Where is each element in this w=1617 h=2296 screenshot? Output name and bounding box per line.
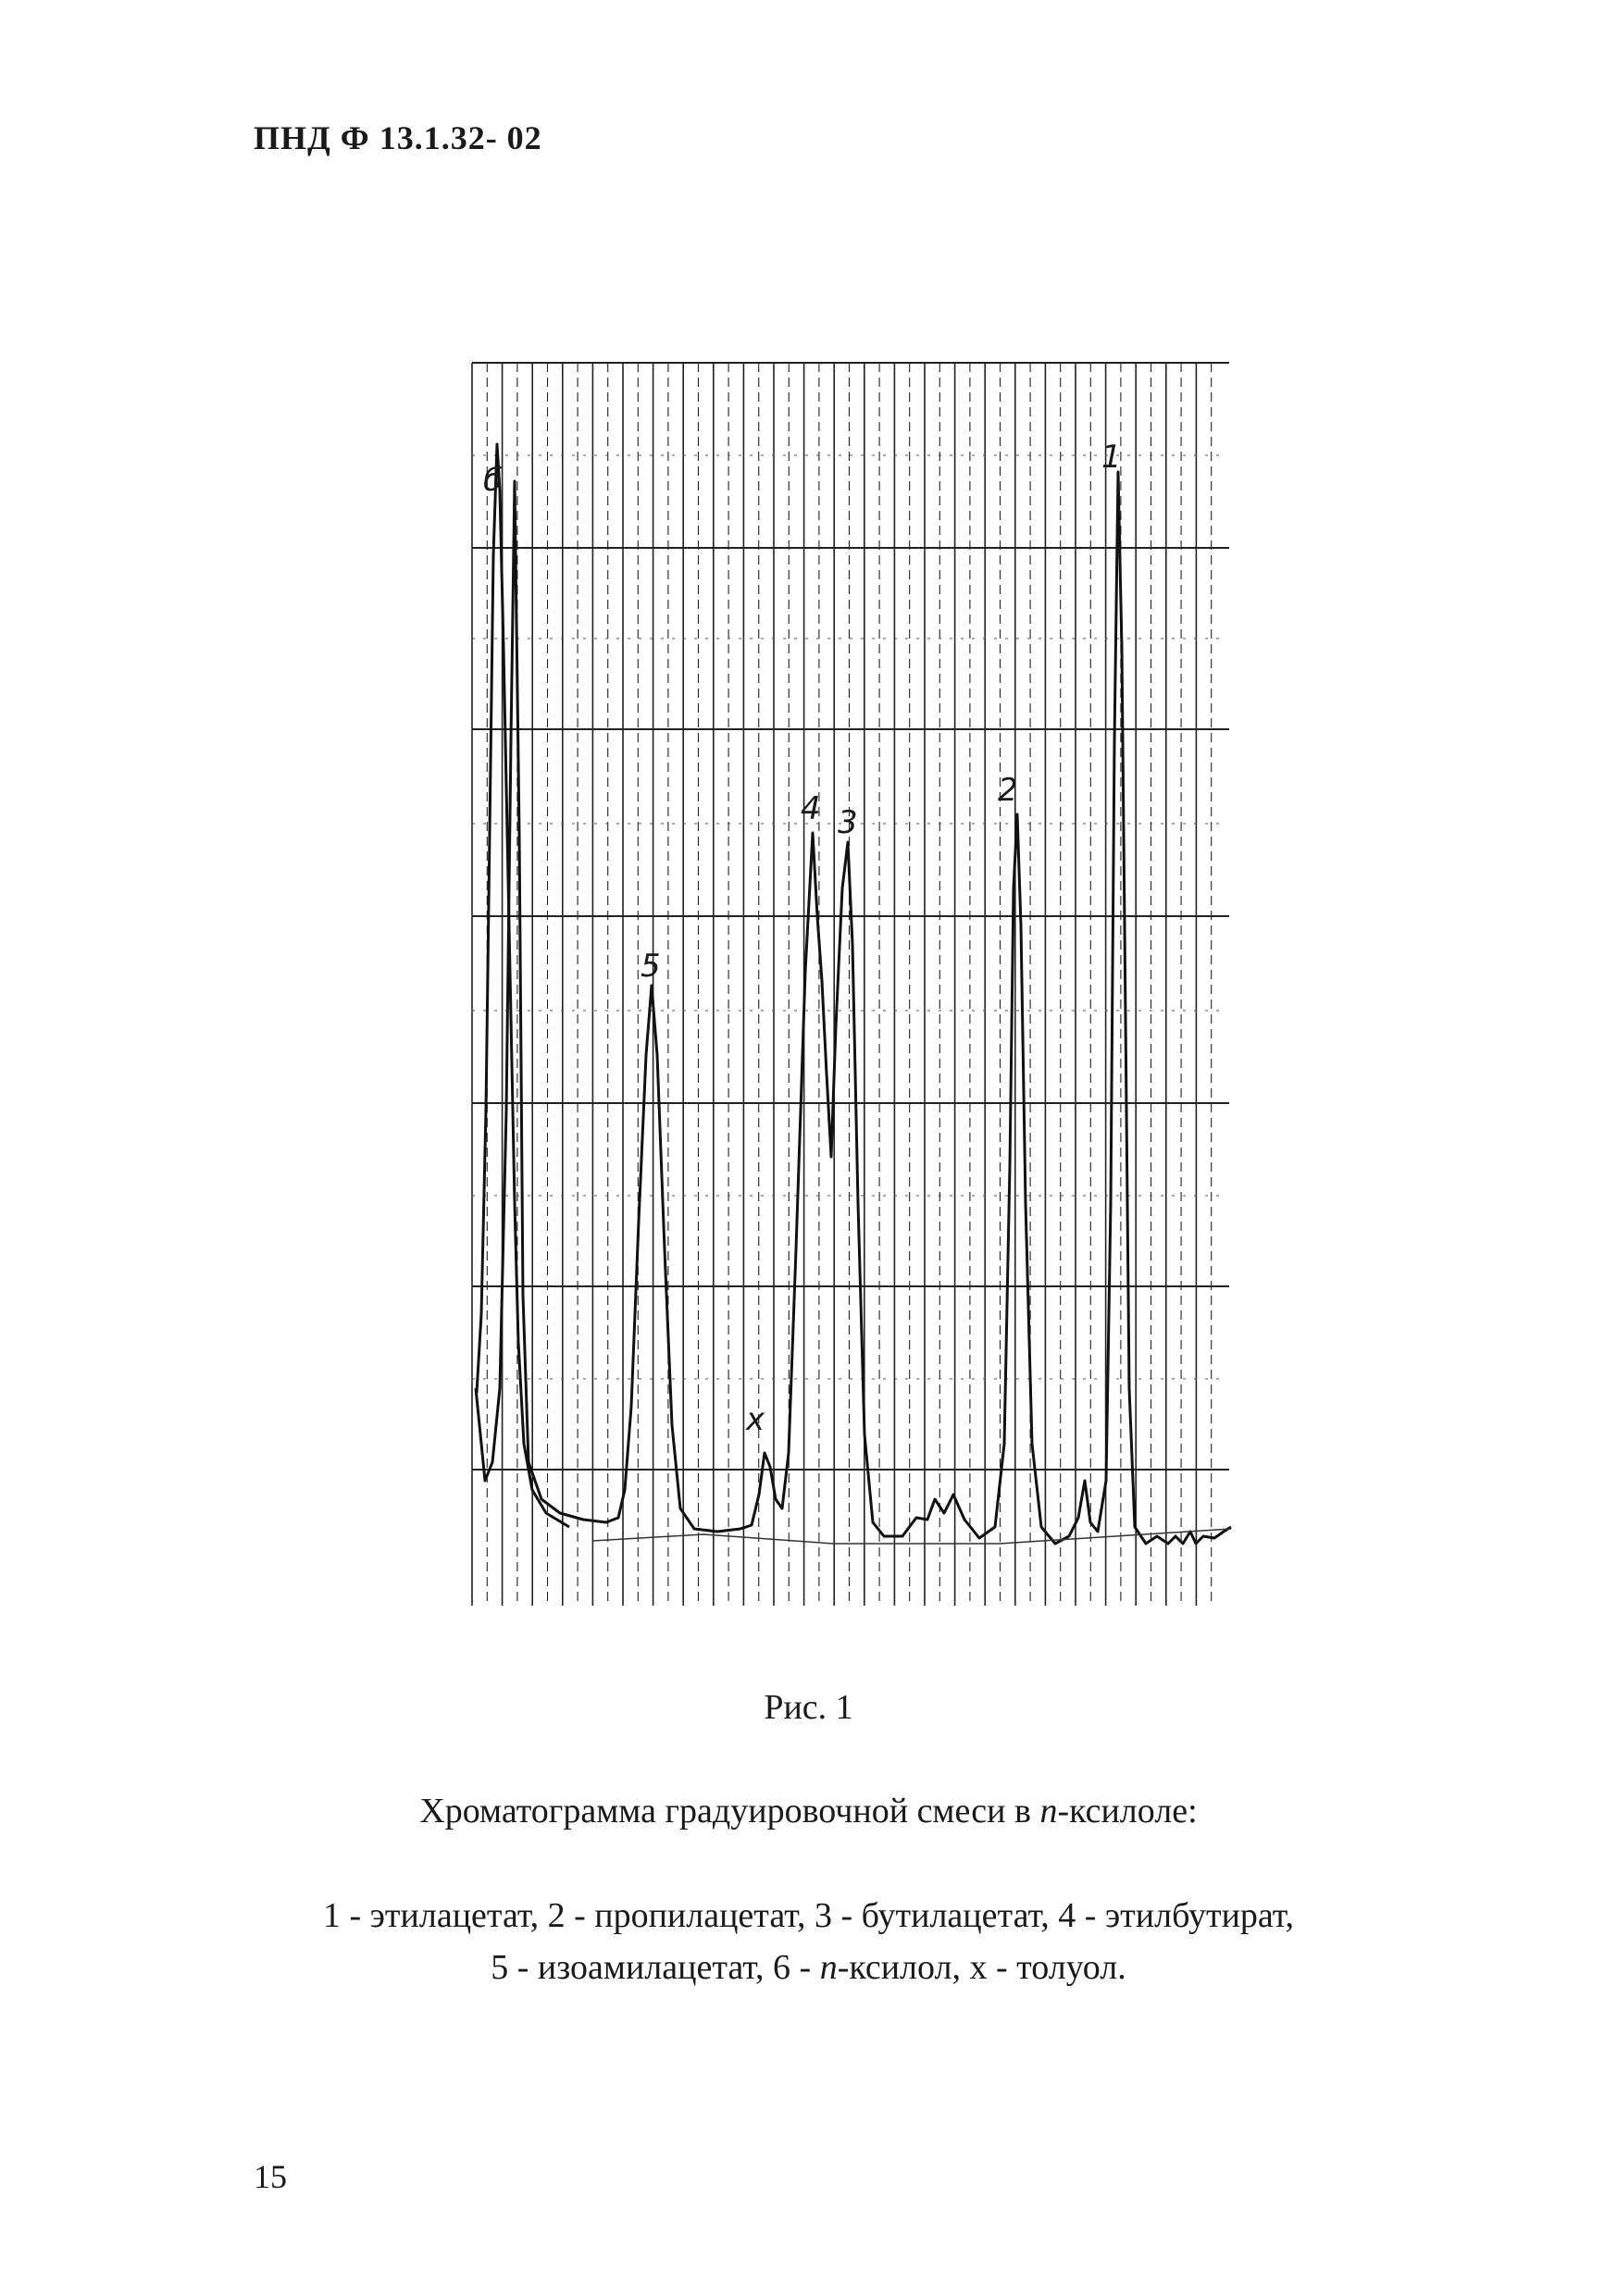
peak-label-6: б [483,462,503,499]
page-number: 15 [254,2158,287,2195]
peak-label-1: 1 [1101,439,1122,476]
figure-caption [0,1791,1617,1831]
figure-label: Рис. 1 [764,1688,853,1727]
peak-label-2: 2 [998,772,1018,809]
figure-legend [0,1890,1617,1993]
peak-label-x: х [746,1401,765,1438]
chart-grid [472,363,1229,1606]
legend-line-2-after: -ксилол, х - толуол. [837,1948,1126,1987]
legend-line-2 [0,1942,1617,1993]
peak-label-5: 5 [641,948,661,985]
caption-text-italic: n [1039,1792,1058,1831]
caption-text-before: Хроматограмма градуировочной смеси в [419,1792,1040,1831]
chromatogram-trace [476,472,1231,1544]
legend-line-2-before: 5 - изоамилацетат, 6 - [491,1948,820,1987]
legend-line-1: 1 - этилацетат, 2 - пропилацетат, 3 - бутилацетат, 4 - этилбутират, [322,1896,1295,1935]
solvent-peak-trace [477,444,569,1527]
caption-text-after: -ксилоле: [1057,1792,1198,1831]
document-code: ПНД Ф 13.1.32- 02 [254,119,542,156]
legend-line-2-italic: n [819,1948,838,1987]
peak-label-4: 4 [801,790,821,827]
peak-label-3: 3 [838,804,858,841]
